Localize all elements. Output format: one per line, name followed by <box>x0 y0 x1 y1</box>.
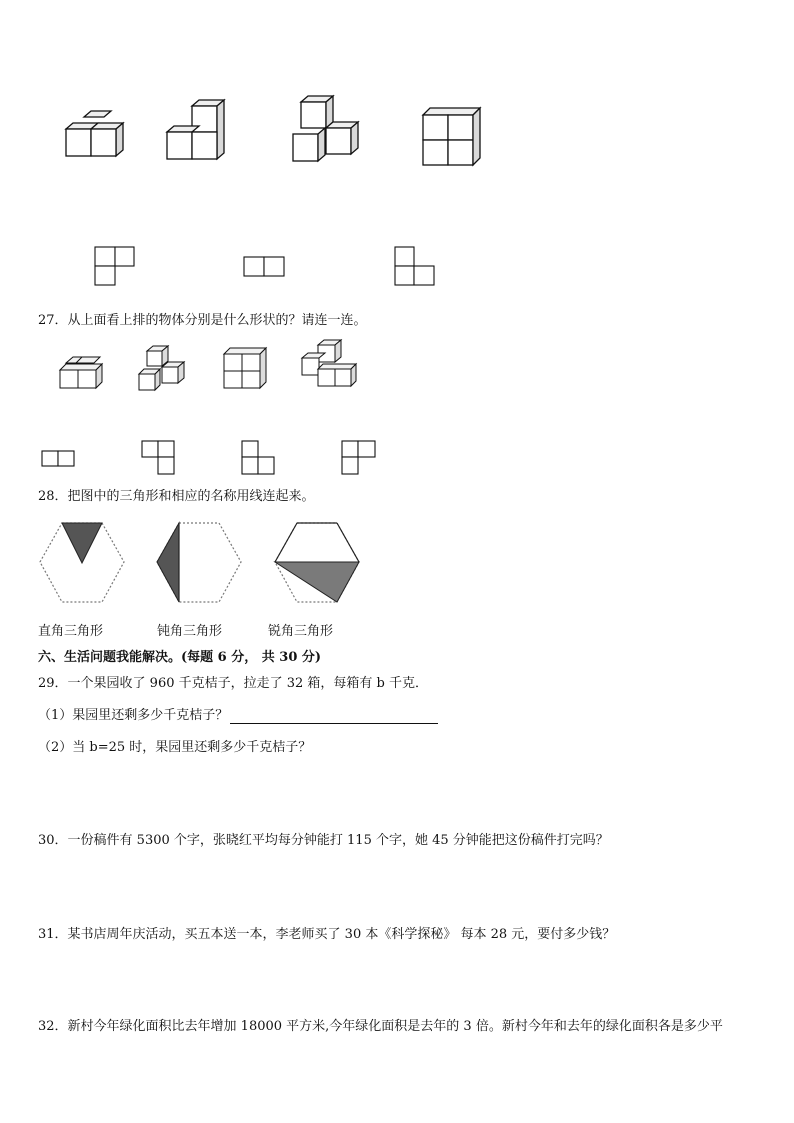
question-29-part-1 <box>38 708 438 724</box>
label-acute-triangle: 锐角三角形 <box>268 624 334 639</box>
question-29: 29．一个果园收了 960 千克桔子，拉走了 32 箱，每箱有 b 千克． <box>38 676 429 691</box>
section-6-title: 六、生活问题我能解决。(每题 6 分， 共 30 分) <box>38 650 322 665</box>
label-obtuse-triangle: 钝角三角形 <box>157 624 223 639</box>
answer-blank[interactable] <box>230 709 438 724</box>
question-29-part-2: （2）当 b=25 时，果园里还剩多少千克桔子？ <box>38 740 312 755</box>
label-right-triangle: 直角三角形 <box>38 624 104 639</box>
question-27: 27．从上面看上排的物体分别是什么形状的？请连一连。 <box>38 313 367 328</box>
question-32: 32．新村今年绿化面积比去年增加 18000 平方米,今年绿化面积是去年的 3 倍。新村今年和去年的绿化面积各是多少平 <box>38 1019 723 1034</box>
question-31: 31．某书店周年庆活动，买五本送一本，李老师买了 30 本《科学探秘》 每本 28 元，要付多少钱？ <box>38 927 616 942</box>
question-28: 28．把图中的三角形和相应的名称用线连起来。 <box>38 489 315 504</box>
question-29-part-1-text: （1）果园里还剩多少千克桔子？ <box>38 708 229 723</box>
question-30: 30．一份稿件有 5300 个字，张晓红平均每分钟能打 115 个字，她 45 分钟能把这份稿件打完吗？ <box>38 833 609 848</box>
